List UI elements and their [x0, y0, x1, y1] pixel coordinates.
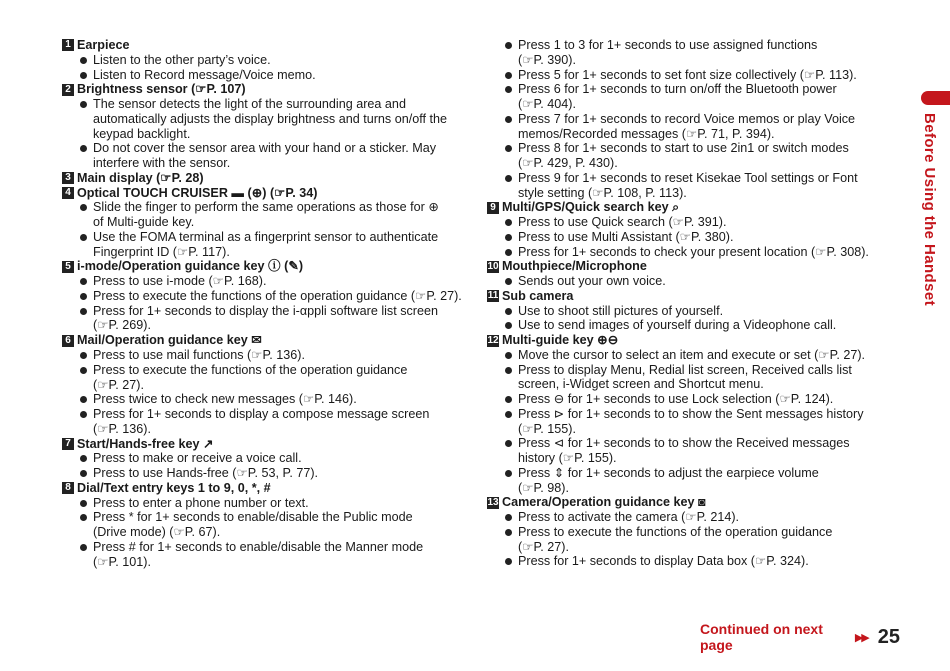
- bullet-item: Press for 1+ seconds to check your present location (☞P. 308).: [487, 245, 897, 260]
- section-number-badge: 3: [62, 172, 74, 184]
- bullet-item: Press for 1+ seconds to display the i-αppli software list screen (☞P. 269).: [62, 304, 472, 334]
- bullet-list: [487, 510, 897, 569]
- bullet-item: Press # for 1+ seconds to enable/disable the Manner mode (☞P. 101).: [62, 540, 472, 570]
- left-column: [62, 38, 472, 569]
- bullet-list: [487, 304, 897, 334]
- bullet-list: [62, 496, 472, 570]
- bullet-list: [487, 274, 897, 289]
- bullet-item: Press to execute the functions of the operation guidance (☞P. 27).: [62, 363, 472, 393]
- bullet-list: [487, 348, 897, 496]
- section-title: Optical TOUCH CRUISER ▬ (⊕) (☞P. 34): [77, 185, 318, 200]
- bullet-item: Press 1 to 3 for 1+ seconds to use assigned functions (☞P. 390).: [487, 38, 897, 68]
- bullet-item: Do not cover the sensor area with your hand or a sticker. May interfere with the sensor.: [62, 141, 472, 171]
- bullet-item: Press to use Multi Assistant (☞P. 380).: [487, 230, 897, 245]
- bullet-item: Press 9 for 1+ seconds to reset Kisekae Tool settings or Font style setting (☞P. 108, P. 113).: [487, 171, 897, 201]
- section-number-badge: 7: [62, 438, 74, 450]
- bullet-item: Use to shoot still pictures of yourself.: [487, 304, 897, 319]
- section-title: Brightness sensor (☞P. 107): [77, 82, 246, 97]
- bullet-list: [62, 451, 472, 481]
- section-1: [62, 38, 472, 82]
- section-title: Camera/Operation guidance key ◙: [502, 495, 706, 510]
- bullet-item: Press for 1+ seconds to display Data box (☞P. 324).: [487, 554, 897, 569]
- section-10: [487, 259, 897, 289]
- section-number-badge: 5: [62, 261, 74, 273]
- bullet-item: Use to send images of yourself during a Videophone call.: [487, 318, 897, 333]
- section-heading: [487, 495, 897, 510]
- next-page-arrows-icon[interactable]: ▶▶: [854, 631, 868, 644]
- section-number-badge: 8: [62, 482, 74, 494]
- continued-on-next-page[interactable]: Continued on next page: [700, 621, 823, 653]
- section-11: [487, 289, 897, 333]
- bullet-item: Press ⇕ for 1+ seconds to adjust the earpiece volume (☞P. 98).: [487, 466, 897, 496]
- section-heading: [62, 481, 472, 496]
- section-number-badge: 2: [62, 84, 74, 96]
- bullet-list: [62, 53, 472, 83]
- bullet-item: Press to use mail functions (☞P. 136).: [62, 348, 472, 363]
- bullet-list: [62, 348, 472, 437]
- bullet-item: Press to make or receive a voice call.: [62, 451, 472, 466]
- section-heading: [487, 259, 897, 274]
- bullet-item: Press to use i-mode (☞P. 168).: [62, 274, 472, 289]
- bullet-item: Press for 1+ seconds to display a compose message screen (☞P. 136).: [62, 407, 472, 437]
- bullet-list: [62, 200, 472, 259]
- section-2: [62, 82, 472, 171]
- section-number-badge: 1: [62, 39, 74, 51]
- bullet-item: Press 8 for 1+ seconds to start to use 2in1 or switch modes (☞P. 429, P. 430).: [487, 141, 897, 171]
- bullet-item: Press ⊖ for 1+ seconds to use Lock selection (☞P. 124).: [487, 392, 897, 407]
- section-4: [62, 186, 472, 260]
- page-number: 25: [877, 625, 900, 648]
- section-title: Multi-guide key ⊕⊖: [502, 333, 619, 348]
- section-heading: [62, 259, 472, 274]
- bullet-list: [487, 215, 897, 259]
- bullet-item: Sends out your own voice.: [487, 274, 897, 289]
- section-heading: [62, 82, 472, 97]
- bullet-item: Press 7 for 1+ seconds to record Voice memos or play Voice memos/Recorded messages (☞P. 71, P. 394).: [487, 112, 897, 142]
- bullet-item: Listen to Record message/Voice memo.: [62, 68, 472, 83]
- bullet-item: Press to display Menu, Redial list screen, Received calls list screen, i-Widget screen and Shortcut menu.: [487, 363, 897, 393]
- bullet-item: The sensor detects the light of the surrounding area and automatically adjusts the display brightness and turns on/off the keypad backlight.: [62, 97, 472, 141]
- bullet-item: Slide the finger to perform the same operations as those for ⊕ of Multi-guide key.: [62, 200, 472, 230]
- section-8: [62, 481, 472, 570]
- bullet-item: Press 5 for 1+ seconds to set font size collectively (☞P. 113).: [487, 68, 897, 83]
- section-5: [62, 259, 472, 333]
- bullet-item: Press ⊳ for 1+ seconds to to show the Sent messages history (☞P. 155).: [487, 407, 897, 437]
- section-number-badge: 6: [62, 335, 74, 347]
- section-title: Dial/Text entry keys 1 to 9, 0, *, #: [77, 480, 271, 495]
- right-column: [487, 38, 897, 569]
- section-title: Main display (☞P. 28): [77, 170, 204, 185]
- section-number-badge: 10: [487, 260, 499, 272]
- section-12: [487, 333, 897, 495]
- section-heading: [62, 333, 472, 348]
- section-title: Multi/GPS/Quick search key ⌕: [502, 200, 680, 215]
- bullet-item: Move the cursor to select an item and execute or set (☞P. 27).: [487, 348, 897, 363]
- section-heading: [62, 186, 472, 201]
- section-number-badge: 4: [62, 187, 74, 199]
- bullet-item: Press to use Hands-free (☞P. 53, P. 77).: [62, 466, 472, 481]
- bullet-item: Press to activate the camera (☞P. 214).: [487, 510, 897, 525]
- bullet-item: Press to use Quick search (☞P. 391).: [487, 215, 897, 230]
- section-title: Mouthpiece/Microphone: [502, 259, 647, 274]
- section-13: [487, 495, 897, 569]
- section-heading: [62, 437, 472, 452]
- section-number-badge: 11: [487, 290, 499, 302]
- bullet-item: Listen to the other party’s voice.: [62, 53, 472, 68]
- dial-keys-continued-list: [487, 38, 897, 200]
- section-9: [487, 200, 897, 259]
- bullet-item: Press 6 for 1+ seconds to turn on/off the Bluetooth power (☞P. 404).: [487, 82, 897, 112]
- section-heading: [62, 38, 472, 53]
- section-6: [62, 333, 472, 436]
- bullet-list: [62, 274, 472, 333]
- section-heading: [487, 333, 897, 348]
- bullet-item: Press twice to check new messages (☞P. 146).: [62, 392, 472, 407]
- section-heading: [62, 171, 472, 186]
- section-3: [62, 171, 472, 186]
- section-heading: [487, 289, 897, 304]
- section-title: Sub camera: [502, 288, 574, 303]
- bullet-item: Use the FOMA terminal as a fingerprint sensor to authenticate Fingerprint ID (☞P. 117).: [62, 230, 472, 260]
- section-title: i-mode/Operation guidance key ⓘ (✎): [77, 259, 304, 274]
- side-section-label: Before Using the Handset: [921, 113, 938, 306]
- section-title: Mail/Operation guidance key ✉: [77, 333, 262, 348]
- section-number-badge: 9: [487, 202, 499, 214]
- bullet-item: Press to execute the functions of the operation guidance (☞P. 27).: [62, 289, 472, 304]
- bullet-list: [62, 97, 472, 171]
- bullet-item: Press to enter a phone number or text.: [62, 496, 472, 511]
- side-tab-marker: [921, 91, 950, 105]
- section-7: [62, 437, 472, 481]
- bullet-item: Press * for 1+ seconds to enable/disable the Public mode (Drive mode) (☞P. 67).: [62, 510, 472, 540]
- bullet-item: Press to execute the functions of the operation guidance (☞P. 27).: [487, 525, 897, 555]
- page-footer: [700, 621, 900, 653]
- section-heading: [487, 200, 897, 215]
- section-title: Earpiece: [77, 38, 130, 52]
- section-number-badge: 12: [487, 334, 499, 346]
- bullet-item: Press ⊲ for 1+ seconds to to show the Received messages history (☞P. 155).: [487, 436, 897, 466]
- section-number-badge: 13: [487, 496, 499, 508]
- section-title: Start/Hands-free key ↗: [77, 436, 214, 451]
